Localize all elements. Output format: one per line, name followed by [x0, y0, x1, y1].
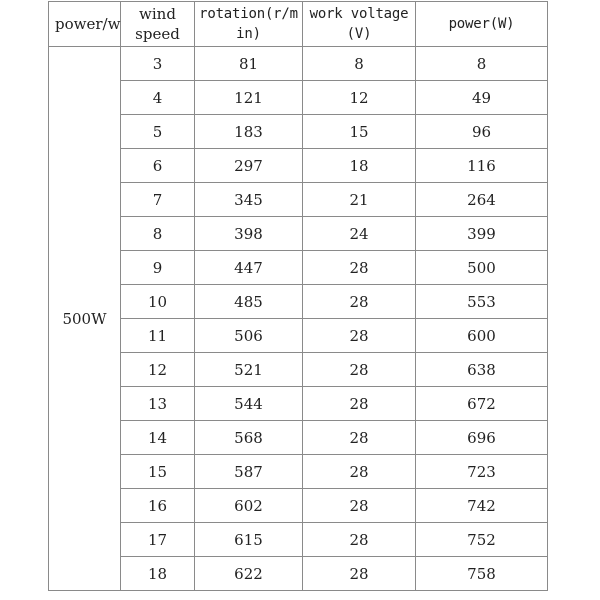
- work-voltage-cell: 28: [303, 319, 416, 353]
- power-output-cell: 600: [416, 319, 548, 353]
- power-output-cell: 116: [416, 149, 548, 183]
- wind-speed-cell: 8: [121, 217, 195, 251]
- wind-speed-cell: 12: [121, 353, 195, 387]
- rotation-cell: 544: [195, 387, 303, 421]
- work-voltage-cell: 28: [303, 251, 416, 285]
- rotation-cell: 183: [195, 115, 303, 149]
- table-row: [49, 353, 548, 387]
- work-voltage-cell: 28: [303, 557, 416, 591]
- table-row: [49, 183, 548, 217]
- rotation-cell: 81: [195, 47, 303, 81]
- wind-speed-cell: 14: [121, 421, 195, 455]
- table-row: [49, 523, 548, 557]
- rotation-cell: 615: [195, 523, 303, 557]
- work-voltage-cell: 28: [303, 489, 416, 523]
- wind-speed-cell: 5: [121, 115, 195, 149]
- rotation-cell: 297: [195, 149, 303, 183]
- header-wind-speed: wind speed: [121, 2, 195, 47]
- table-row: [49, 319, 548, 353]
- rotation-cell: 398: [195, 217, 303, 251]
- power-output-cell: 553: [416, 285, 548, 319]
- power-output-cell: 264: [416, 183, 548, 217]
- work-voltage-cell: 24: [303, 217, 416, 251]
- power-output-cell: 672: [416, 387, 548, 421]
- rotation-cell: 485: [195, 285, 303, 319]
- rotation-cell: 521: [195, 353, 303, 387]
- rotation-cell: 622: [195, 557, 303, 591]
- table-row: [49, 251, 548, 285]
- power-output-cell: 723: [416, 455, 548, 489]
- wind-speed-cell: 17: [121, 523, 195, 557]
- table-row: [49, 455, 548, 489]
- table-body: [49, 47, 548, 591]
- work-voltage-cell: 28: [303, 421, 416, 455]
- rotation-cell: 506: [195, 319, 303, 353]
- power-output-cell: 8: [416, 47, 548, 81]
- work-voltage-cell: 15: [303, 115, 416, 149]
- power-output-cell: 638: [416, 353, 548, 387]
- wind-speed-cell: 11: [121, 319, 195, 353]
- power-output-cell: 696: [416, 421, 548, 455]
- wind-turbine-spec-table: [48, 1, 548, 591]
- wind-speed-cell: 18: [121, 557, 195, 591]
- power-output-cell: 49: [416, 81, 548, 115]
- spec-table-container: [48, 1, 547, 591]
- table-row: [49, 387, 548, 421]
- power-output-cell: 742: [416, 489, 548, 523]
- wind-speed-cell: 15: [121, 455, 195, 489]
- work-voltage-cell: 28: [303, 353, 416, 387]
- work-voltage-cell: 21: [303, 183, 416, 217]
- work-voltage-cell: 8: [303, 47, 416, 81]
- table-row: [49, 217, 548, 251]
- table-row: [49, 557, 548, 591]
- wind-speed-cell: 3: [121, 47, 195, 81]
- work-voltage-cell: 28: [303, 455, 416, 489]
- rotation-cell: 345: [195, 183, 303, 217]
- table-row: [49, 47, 548, 81]
- wind-speed-cell: 9: [121, 251, 195, 285]
- rotation-cell: 602: [195, 489, 303, 523]
- work-voltage-cell: 12: [303, 81, 416, 115]
- header-work-voltage: work voltage (V): [303, 2, 416, 47]
- header-power-output: power(W): [416, 2, 548, 47]
- header-rotation: rotation(r/m in): [195, 2, 303, 47]
- power-output-cell: 758: [416, 557, 548, 591]
- power-output-cell: 752: [416, 523, 548, 557]
- table-row: [49, 149, 548, 183]
- wind-speed-cell: 10: [121, 285, 195, 319]
- wind-speed-cell: 16: [121, 489, 195, 523]
- work-voltage-cell: 18: [303, 149, 416, 183]
- header-row: [49, 2, 548, 47]
- table-row: [49, 421, 548, 455]
- rated-power-cell: 500W: [49, 47, 121, 591]
- wind-speed-cell: 6: [121, 149, 195, 183]
- rotation-cell: 447: [195, 251, 303, 285]
- rotation-cell: 121: [195, 81, 303, 115]
- work-voltage-cell: 28: [303, 285, 416, 319]
- table-row: [49, 285, 548, 319]
- wind-speed-cell: 4: [121, 81, 195, 115]
- table-row: [49, 81, 548, 115]
- power-output-cell: 399: [416, 217, 548, 251]
- header-power-w: power/w: [49, 2, 121, 47]
- power-output-cell: 96: [416, 115, 548, 149]
- work-voltage-cell: 28: [303, 523, 416, 557]
- rotation-cell: 568: [195, 421, 303, 455]
- rotation-cell: 587: [195, 455, 303, 489]
- wind-speed-cell: 7: [121, 183, 195, 217]
- table-row: [49, 115, 548, 149]
- wind-speed-cell: 13: [121, 387, 195, 421]
- power-output-cell: 500: [416, 251, 548, 285]
- table-row: [49, 489, 548, 523]
- work-voltage-cell: 28: [303, 387, 416, 421]
